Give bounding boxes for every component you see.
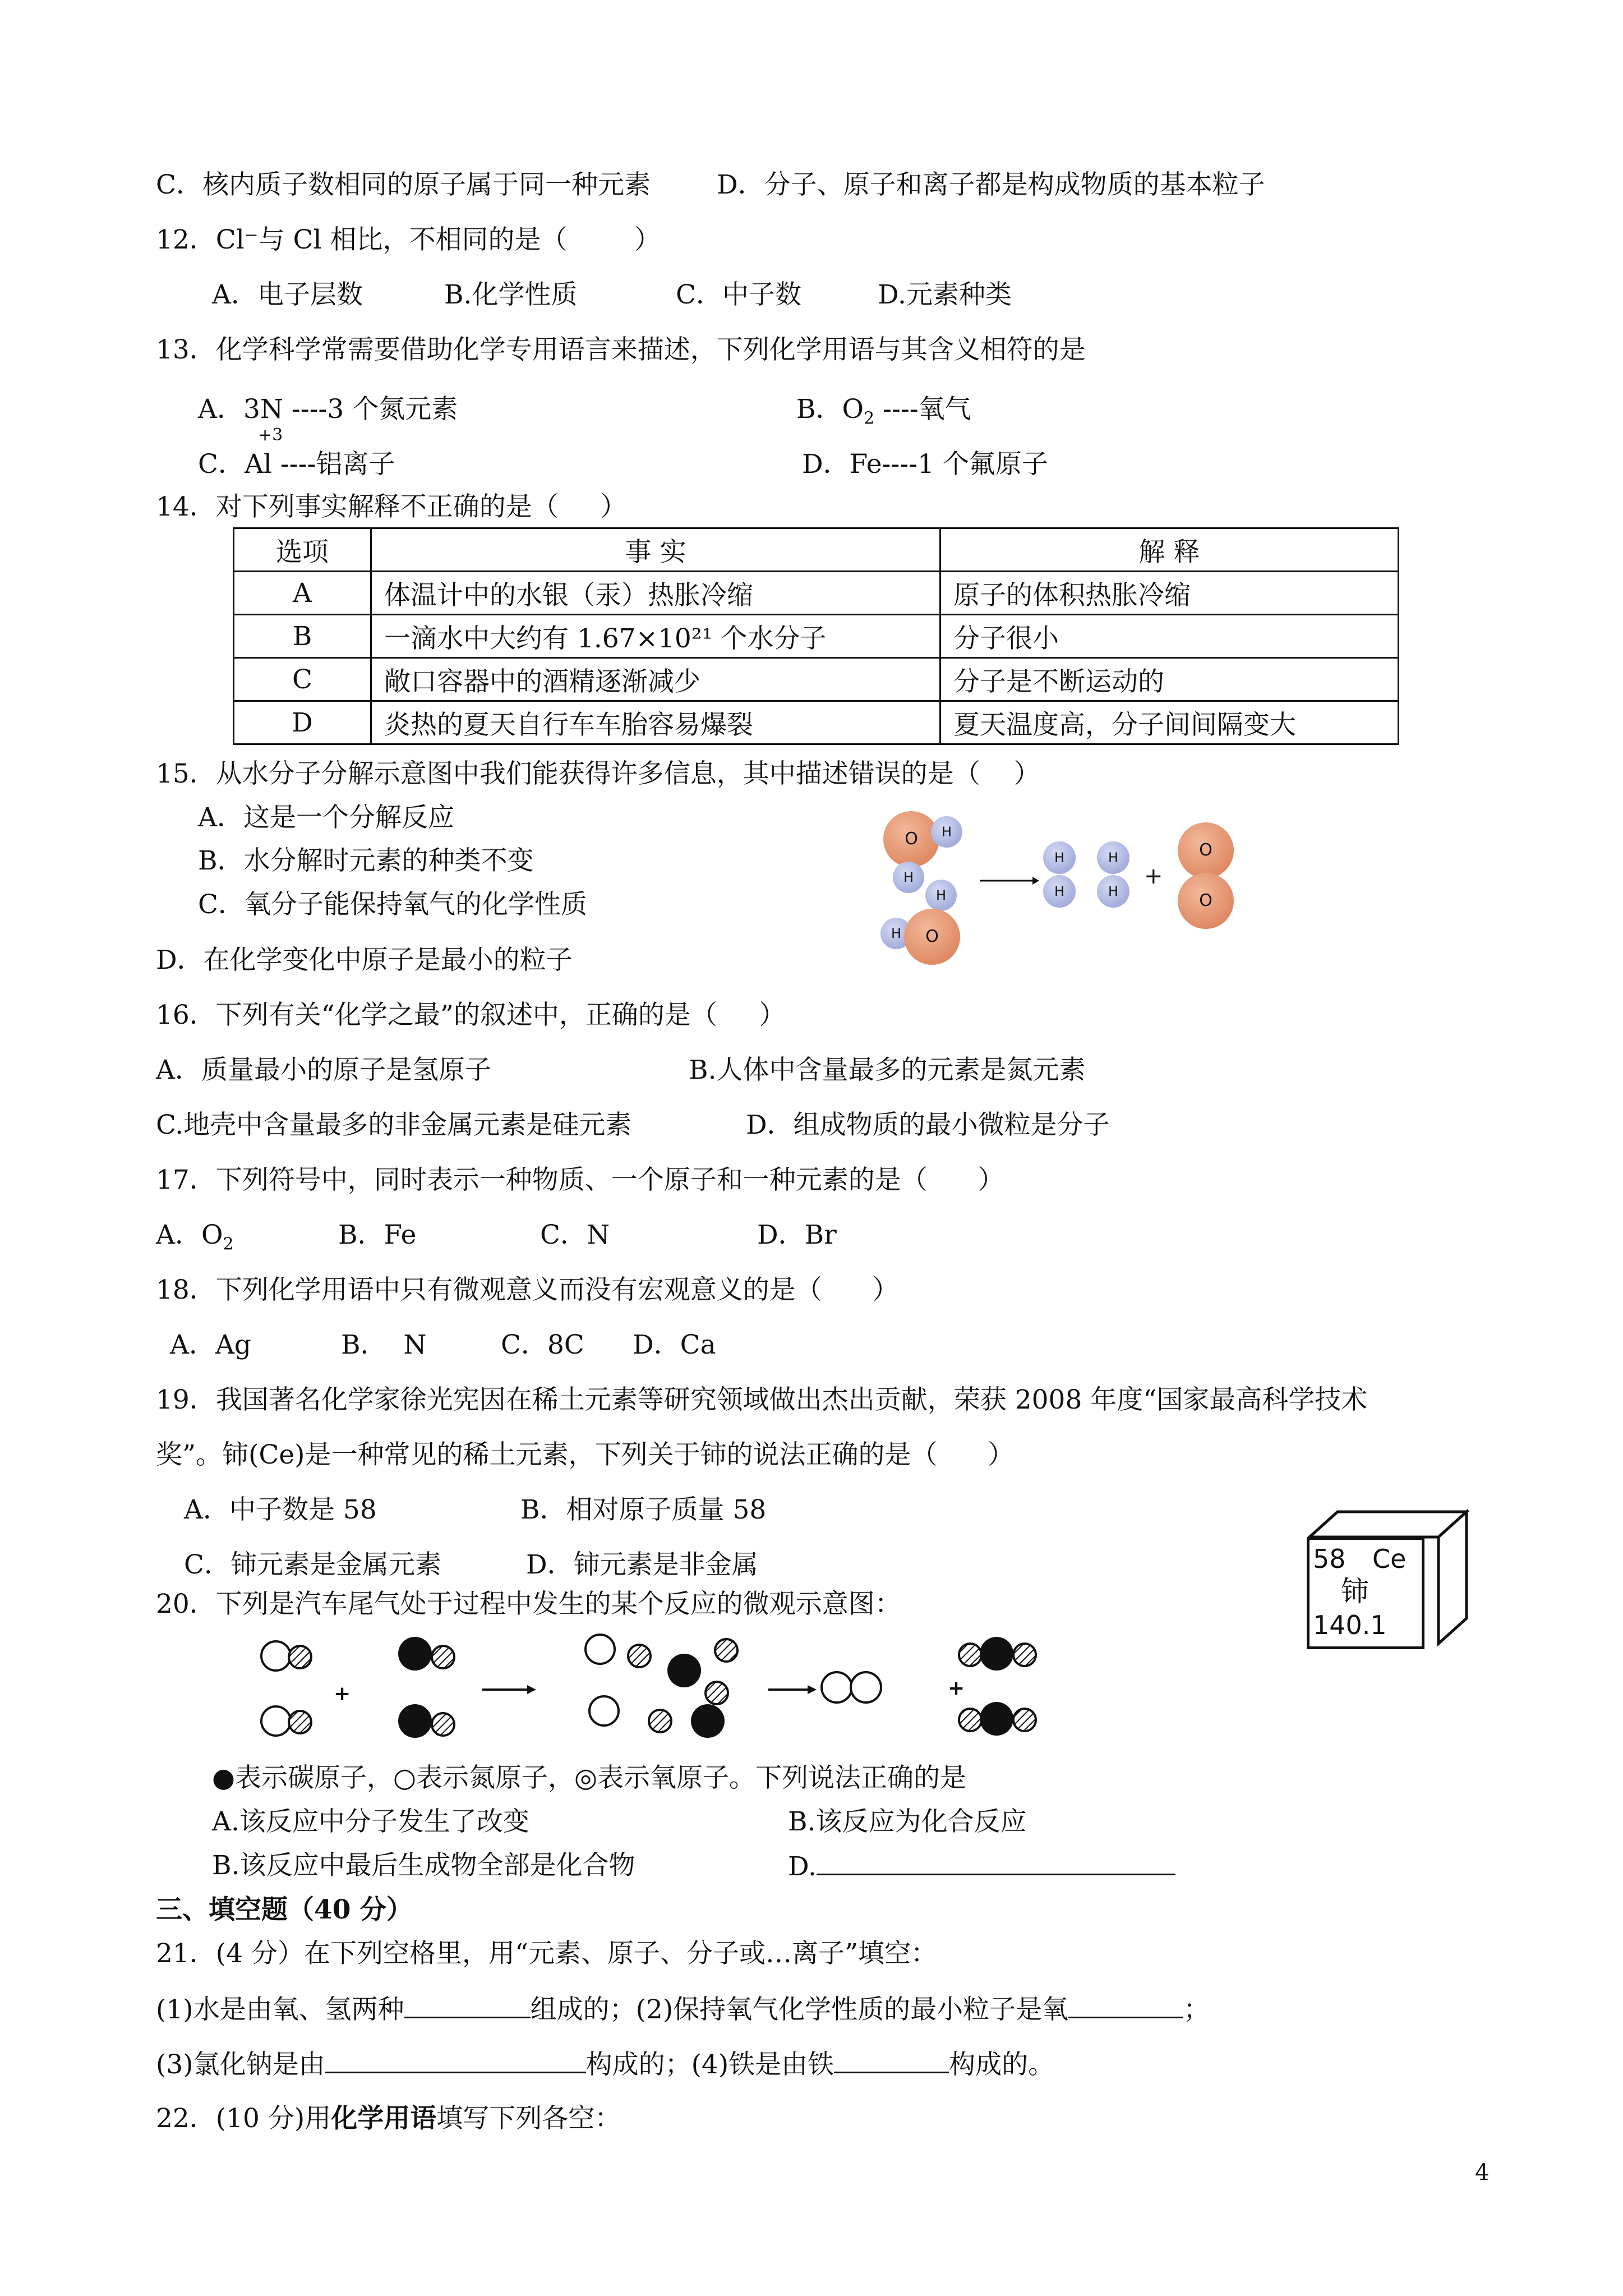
q17-stem: 17．下列符号中，同时表示一种物质、一个原子和一种元素的是（ ） (156, 1165, 1004, 1195)
hydrogen-atom: H (1097, 841, 1129, 874)
q13-option-a: A．3N ----3 个氮元素 (198, 394, 458, 425)
table-row (234, 658, 1399, 701)
nitric-oxide-molecule (261, 1641, 311, 1671)
q19-option-c: C．铈元素是金属元素 (184, 1549, 441, 1580)
element-symbol: Ce (1372, 1544, 1407, 1574)
section-title-fill-in: 三、填空题（40 分） (156, 1894, 413, 1925)
table-header-row (234, 528, 1399, 572)
q16-option-c: C.地壳中含量最多的非金属元素是硅元素 (156, 1110, 632, 1140)
table-header-cell: 事 实 (371, 528, 940, 572)
plus-sign: + (334, 1682, 351, 1705)
q16-option-d: D．组成物质的最小微粒是分子 (746, 1110, 1110, 1140)
table-cell: 分子是不断运动的 (940, 658, 1399, 701)
q19-option-b: B．相对原子质量 58 (520, 1494, 767, 1525)
oxygen-atom: O (904, 909, 960, 965)
q19-option-d: D．铈元素是非金属 (526, 1549, 758, 1580)
element-name: 铈 (1341, 1575, 1369, 1608)
q18-option-b: B． N (341, 1329, 427, 1360)
q13-option-d: D．Fe----1 个氟原子 (802, 449, 1048, 480)
reaction-arrow-icon (979, 872, 1040, 889)
nitric-oxide-molecule (261, 1706, 311, 1736)
q15-option-a: A．这是一个分解反应 (198, 802, 454, 833)
answer-blank[interactable] (834, 2047, 949, 2073)
table-cell: 敞口容器中的酒精逐渐减少 (371, 658, 940, 701)
q17-option-a: A．$O_2$ (156, 1220, 234, 1254)
q13-option-b: B．$O_2$ ----氧气 (796, 394, 971, 429)
q21-line2: (3)氯化钠是由 构成的；(4)铁是由铁 构成的。 (156, 2047, 1054, 2082)
q16-option-a: A．质量最小的原子是氢原子 (156, 1055, 491, 1085)
carbon-monoxide-molecule (398, 1704, 454, 1738)
nitrogen-molecule (822, 1672, 881, 1703)
table-cell: C (234, 658, 371, 701)
q17-option-b: B．Fe (338, 1220, 417, 1250)
q13-charge-superscript: +3 (258, 425, 283, 445)
hydrogen-atom: H (931, 816, 962, 848)
table-cell: 炎热的夏天自行车车胎容易爆裂 (371, 701, 940, 744)
atomic-mass: 140.1 (1313, 1610, 1387, 1640)
hydrogen-atom: H (1097, 875, 1129, 908)
oxygen-atom: O (1178, 822, 1234, 878)
q12-option-a: A．电子层数 (212, 279, 363, 310)
q18-option-c: C．8C (501, 1329, 584, 1360)
q15-stem: 15．从水分子分解示意图中我们能获得许多信息，其中描述错误的是（ ） (156, 758, 1040, 789)
answer-blank[interactable] (1068, 1992, 1183, 2018)
reaction-arrow-icon (768, 1685, 817, 1694)
q20-legend: ●表示碳原子，○表示氮原子，◎表示氧原子。下列说法正确的是 (212, 1763, 967, 1793)
q14-stem: 14．对下列事实解释不正确的是（ ） (156, 491, 627, 522)
table-cell: 原子的体积热胀冷缩 (940, 572, 1399, 615)
table-cell: 一滴水中大约有 1.67×10²¹ 个水分子 (371, 615, 940, 658)
q16-option-b: B.人体中含量最多的元素是氮元素 (689, 1055, 1086, 1085)
q17-option-d: D．Br (757, 1220, 837, 1250)
hydrogen-atom: H (1043, 841, 1076, 874)
table-row (234, 572, 1399, 615)
q20-option-d: D. (788, 1849, 1175, 1884)
atomic-number: 58 (1313, 1544, 1346, 1574)
q22-stem: 22．(10 分)用化学用语填写下列各空： (156, 2103, 621, 2134)
answer-blank[interactable] (404, 1992, 531, 2018)
q18-option-a: A．Ag (170, 1329, 251, 1360)
oxygen-atom: O (883, 811, 939, 867)
q21-line1: (1)水是由氧、氢两种 组成的；(2)保持氧气化学性质的最小粒子是氧 ； (156, 1992, 1210, 2027)
answer-blank[interactable] (325, 2047, 586, 2073)
q16-stem: 16．下列有关“化学之最”的叙述中，正确的是（ ） (156, 1000, 786, 1030)
table-cell: A (234, 572, 371, 615)
table-cell: B (234, 615, 371, 658)
hydrogen-atom: H (880, 918, 912, 949)
carbon-dioxide-molecule (959, 1637, 1036, 1671)
q18-stem: 18．下列化学用语中只有微观意义而没有宏观意义的是（ ） (156, 1274, 899, 1305)
q21-stem: 21．(4 分）在下列空格里，用“元素、原子、分子或…离子”填空： (156, 1938, 938, 1969)
q13-option-c: C．Al ----铝离子 (198, 449, 395, 480)
q12-option-b: B.化学性质 (444, 279, 578, 310)
answer-blank[interactable] (817, 1849, 1175, 1875)
table-cell: 体温计中的水银（汞）热胀冷缩 (371, 572, 940, 615)
q15-option-d: D．在化学变化中原子是最小的粒子 (156, 945, 573, 976)
plus-sign: + (1144, 863, 1163, 889)
q12-option-c: C．中子数 (676, 279, 801, 310)
table-cell: 夏天温度高，分子间间隔变大 (940, 701, 1399, 744)
table-row (234, 701, 1399, 744)
q20-stem: 20．下列是汽车尾气处于过程中发生的某个反应的微观示意图： (156, 1589, 901, 1619)
hydrogen-atom: H (893, 862, 924, 893)
q15-option-b: B．水分解时元素的种类不变 (198, 845, 534, 876)
table-cell: D (234, 701, 371, 744)
page-number: 4 (1475, 2160, 1490, 2185)
q11-option-c: C．核内质子数相同的原子属于同一种元素 (156, 169, 651, 200)
q19-stem-line2: 奖”。铈(Ce)是一种常见的稀土元素，下列关于铈的说法正确的是（ ） (156, 1439, 1015, 1470)
separated-atoms (585, 1635, 737, 1738)
q18-option-d: D．Ca (633, 1329, 716, 1360)
oxygen-atom: O (1178, 873, 1234, 929)
element-card-front (1307, 1537, 1424, 1649)
q12-option-d: D.元素种类 (878, 279, 1012, 310)
q19-option-a: A．中子数是 58 (184, 1494, 377, 1525)
hydrogen-atom: H (1043, 875, 1076, 908)
plus-sign: + (948, 1677, 965, 1700)
q20-option-b: B.该反应为化合反应 (788, 1806, 1027, 1837)
q20-option-a: A.该反应中分子发生了改变 (212, 1806, 529, 1837)
q20-option-c: B.该反应中最后生成物全部是化合物 (212, 1850, 635, 1881)
carbon-dioxide-molecule (959, 1702, 1036, 1736)
table-cell: 分子很小 (940, 615, 1399, 658)
hydrogen-atom: H (925, 880, 957, 911)
q13-stem: 13．化学科学常需要借助化学专用语言来描述，下列化学用语与其含义相符的是 (156, 334, 1086, 365)
q19-stem-line1: 19．我国著名化学家徐光宪因在稀土元素等研究领域做出杰出贡献，荣获 2008 年度“国家最高科学技术 (156, 1384, 1368, 1415)
carbon-monoxide-molecule (398, 1637, 454, 1671)
q17-option-c: C．N (540, 1220, 610, 1250)
q11-option-d: D．分子、原子和离子都是构成物质的基本粒子 (717, 169, 1265, 200)
table-header-cell: 解 释 (940, 528, 1399, 572)
reaction-arrow-icon (482, 1685, 536, 1694)
table-row (234, 615, 1399, 658)
q15-option-c: C．氧分子能保持氧气的化学性质 (198, 889, 587, 920)
table-header-cell: 选项 (234, 528, 371, 572)
q12-stem: 12．Cl⁻与 Cl 相比，不相同的是（ ） (156, 224, 661, 255)
facts-explanation-table (233, 527, 1399, 745)
